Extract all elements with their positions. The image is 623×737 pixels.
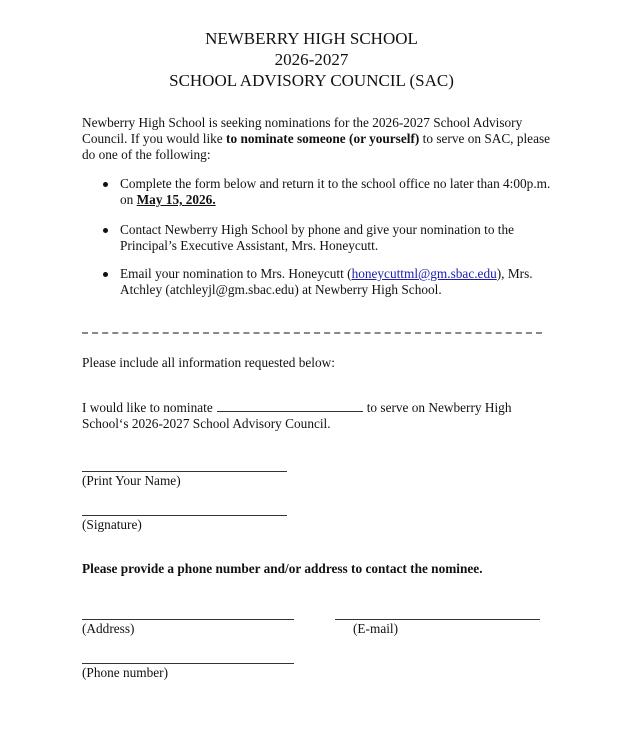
signature-label: (Signature) xyxy=(82,517,142,532)
contact-heading: Please provide a phone number and/or address to contact the nominee. xyxy=(82,561,483,576)
bullet-icon xyxy=(103,182,108,187)
nominate-sentence xyxy=(82,399,511,432)
bullet-text: on xyxy=(120,192,137,207)
intro-line-2 xyxy=(82,131,550,147)
nominate-text: I would like to nominate xyxy=(82,400,213,415)
school-name: NEWBERRY HIGH SCHOOL xyxy=(205,29,418,48)
council-title: SCHOOL ADVISORY COUNCIL (SAC) xyxy=(169,71,454,90)
email-link-honeycutt[interactable]: honeycuttml@gm.sbac.edu xyxy=(351,266,497,281)
intro-paragraph xyxy=(82,115,550,163)
email-label: (E-mail) xyxy=(353,621,399,636)
document-header xyxy=(0,28,623,91)
address-label: (Address) xyxy=(82,621,135,636)
bullet-line: Contact Newberry High School by phone and give your nomination to the xyxy=(120,222,515,237)
bullet-text: Email your nomination to Mrs. Honeycutt ( xyxy=(120,266,352,281)
email-field[interactable] xyxy=(335,619,540,620)
phone-label: (Phone number) xyxy=(82,665,169,680)
bullet-line: Complete the form below and return it to the school office no later than 4:00p.m. xyxy=(120,176,551,191)
signature-field[interactable] xyxy=(82,515,287,516)
intro-line-1: Newberry High School is seeking nominations for the 2026-2027 School Advisory xyxy=(82,115,523,130)
school-year: 2026-2027 xyxy=(274,50,349,69)
address-field[interactable] xyxy=(82,619,294,620)
form-instructions: Please include all information requested below: xyxy=(82,355,335,370)
bullet-item-form xyxy=(120,176,550,208)
bullet-line: Principal’s Executive Assistant, Mrs. Honeycutt. xyxy=(120,238,379,253)
bullet-icon xyxy=(103,272,108,277)
nominate-line-2: School‘s 2026-2027 School Advisory Council. xyxy=(82,416,331,431)
print-name-label: (Print Your Name) xyxy=(82,473,181,488)
bullet-line xyxy=(120,266,533,282)
nominate-line-1 xyxy=(82,399,511,416)
nominee-name-field[interactable] xyxy=(217,399,363,412)
intro-emphasis: to nominate someone (or yourself) xyxy=(226,131,420,146)
phone-field[interactable] xyxy=(82,663,294,664)
bullet-line: Atchley (atchleyjl@gm.sbac.edu) at Newberry High School. xyxy=(120,282,442,297)
bullet-text: ), Mrs. xyxy=(496,266,533,281)
bullet-line xyxy=(120,192,550,208)
intro-text: to serve on SAC, please xyxy=(419,131,551,146)
nominate-text: to serve on Newberry High xyxy=(366,400,512,415)
intro-line-3: do one of the following: xyxy=(82,147,211,162)
bullet-item-email xyxy=(120,266,533,298)
intro-text: Council. If you would like xyxy=(82,131,227,146)
dashed-divider xyxy=(82,332,542,334)
deadline-date: May 15, 2026. xyxy=(136,192,216,207)
print-name-field[interactable] xyxy=(82,471,287,472)
bullet-item-phone xyxy=(120,222,514,254)
bullet-icon xyxy=(103,228,108,233)
